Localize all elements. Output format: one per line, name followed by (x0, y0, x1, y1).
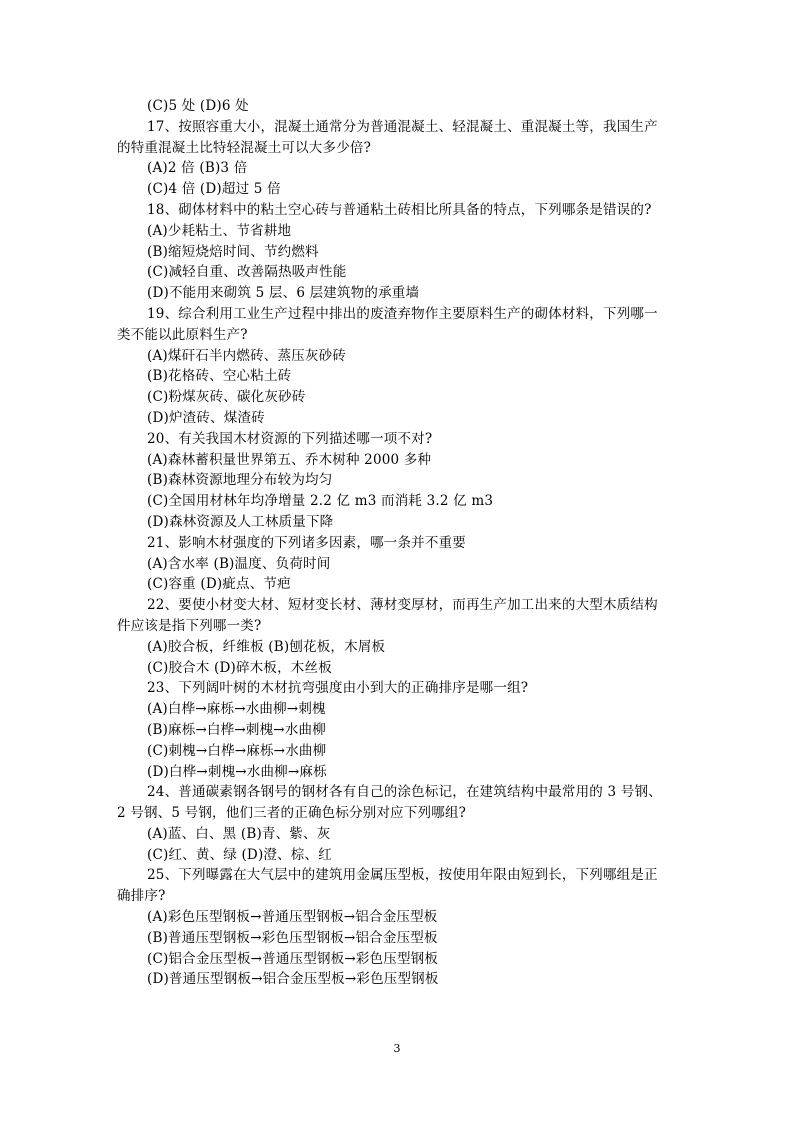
option-line: (C)铝合金压型板→普通压型钢板→彩色压型钢板 (147, 950, 439, 967)
question-continuation-line: 的特重混凝土比特轻混凝土可以大多少倍? (117, 139, 372, 156)
option-line: (D)普通压型钢板→铝合金压型板→彩色压型钢板 (147, 971, 439, 988)
option-line: (B)缩短烧焙时间、节约燃料 (147, 243, 319, 260)
question-line: 23、下列阔叶树的木材抗弯强度由小到大的正确排序是哪一组? (147, 680, 529, 697)
option-line: (A)森林蓄积量世界第五、乔木树种 2000 多种 (147, 451, 432, 468)
page-body (117, 96, 677, 990)
option-line: (B)普通压型钢板→彩色压型钢板→铝合金压型板 (147, 929, 438, 946)
option-line: (A)蓝、白、黑 (B)青、紫、灰 (147, 825, 331, 842)
question-line: 20、有关我国木材资源的下列描述哪一项不对? (147, 430, 433, 447)
option-line: (C)胶合木 (D)碎木板，木丝板 (147, 659, 332, 676)
option-line: (A)煤矸石半内燃砖、蒸压灰砂砖 (147, 347, 346, 364)
option-line: (A)白桦→麻栎→水曲柳→刺槐 (147, 701, 326, 718)
question-continuation-line: 确排序? (117, 888, 166, 905)
option-line: (A)彩色压型钢板→普通压型钢板→铝合金压型板 (147, 909, 438, 926)
option-line: (C)刺槐→白桦→麻栎→水曲柳 (147, 742, 327, 759)
question-line: 22、要使小材变大材、短材变长材、薄材变厚材，而再生产加工出来的大型木质结构 (147, 597, 658, 614)
option-line: (C)全国用材林年均净增量 2.2 亿 m3 而消耗 3.2 亿 m3 (147, 493, 494, 510)
question-continuation-line: 件应该是指下列哪一类? (117, 617, 262, 634)
question-line: 24、普通碳素钢各钢号的钢材各有自己的涂色标记，在建筑结构中最常用的 3 号钢、 (147, 784, 662, 801)
question-line: 18、砌体材料中的粘土空心砖与普通粘土砖相比所具备的特点，下列哪条是错误的? (147, 201, 652, 218)
question-line: 17、按照容重大小，混凝土通常分为普通混凝土、轻混凝土、重混凝土等，我国生产 (147, 118, 658, 135)
option-line: (A)胶合板，纤维板 (B)刨花板，木屑板 (147, 638, 386, 655)
question-line: 21、影响木材强度的下列诸多因素，哪一条并不重要 (147, 534, 466, 551)
option-line: (D)不能用来砌筑 5 层、6 层建筑物的承重墙 (147, 285, 420, 302)
option-line: (A)少耗粘土、节省耕地 (147, 222, 292, 239)
question-line: 25、下列曝露在大气层中的建筑用金属压型板，按使用年限由短到长，下列哪组是正 (147, 867, 658, 884)
page-number: 3 (393, 1042, 401, 1055)
option-line: (C)减轻自重、改善隔热吸声性能 (147, 264, 347, 281)
option-line: (A)2 倍 (B)3 倍 (147, 160, 248, 177)
option-line: (B)森林资源地理分布较为均匀 (147, 472, 333, 489)
option-line: (B)花格砖、空心粘土砖 (147, 368, 292, 385)
option-line: (C)5 处 (D)6 处 (147, 98, 249, 114)
option-line: (B)麻栎→白桦→刺槐→水曲柳 (147, 721, 326, 738)
option-line: (C)粉煤灰砖、碳化灰砂砖 (147, 389, 306, 406)
option-line: (C)容重 (D)疵点、节疤 (147, 576, 291, 593)
option-line: (C)4 倍 (D)超过 5 倍 (147, 181, 281, 198)
option-line: (D)森林资源及人工林质量下降 (147, 513, 334, 530)
option-line: (A)含水率 (B)温度、负荷时间 (147, 555, 331, 572)
question-line: 19、综合利用工业生产过程中排出的废渣弃物作主要原料生产的砌体材料，下列哪一 (147, 305, 658, 322)
question-continuation-line: 类不能以此原料生产? (117, 326, 248, 343)
option-line: (C)红、黄、绿 (D)澄、棕、红 (147, 846, 332, 863)
option-line: (D)炉渣砖、煤渣砖 (147, 409, 265, 426)
option-line: (D)白桦→刺槐→水曲柳→麻栎 (147, 763, 327, 780)
question-continuation-line: 2 号钢、5 号钢，他们三者的正确色标分别对应下列哪组? (117, 805, 467, 822)
